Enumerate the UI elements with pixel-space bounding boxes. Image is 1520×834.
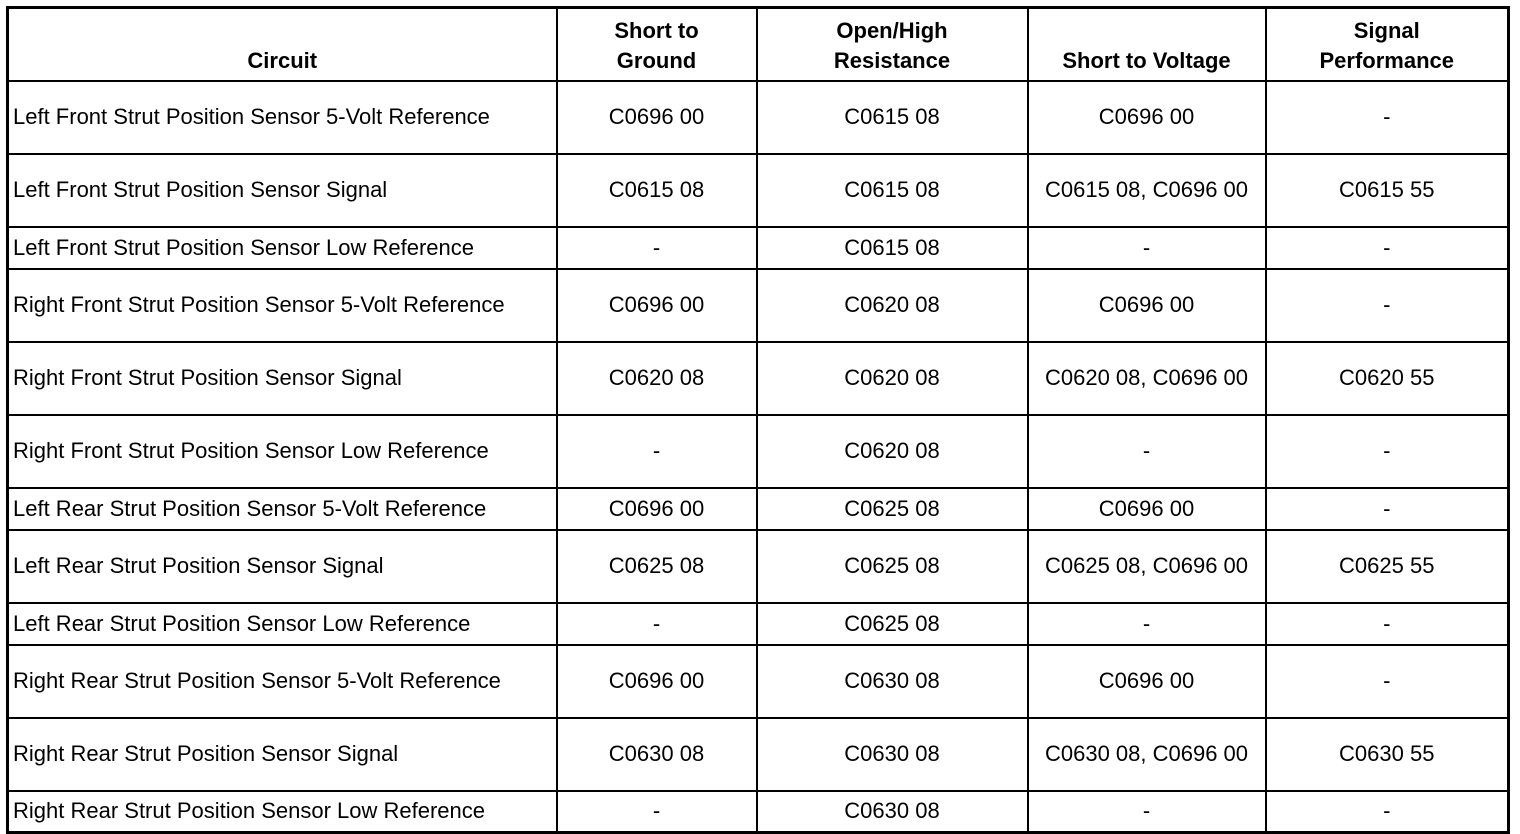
short-to-ground-cell: C0615 08 xyxy=(557,154,757,227)
open-high-resistance-cell: C0630 08 xyxy=(757,645,1028,718)
header-short-to-ground xyxy=(557,8,757,81)
table-row xyxy=(8,530,1509,603)
circuit-cell: Right Front Strut Position Sensor 5-Volt Reference xyxy=(8,269,557,342)
table-row xyxy=(8,791,1509,833)
short-to-voltage-cell: C0620 08, C0696 00 xyxy=(1028,342,1266,415)
short-to-voltage-cell: C0696 00 xyxy=(1028,645,1266,718)
short-to-ground-cell: C0696 00 xyxy=(557,488,757,530)
short-to-voltage-cell: - xyxy=(1028,603,1266,645)
short-to-ground-cell: C0630 08 xyxy=(557,718,757,791)
signal-performance-cell: - xyxy=(1266,791,1509,833)
circuit-cell: Right Front Strut Position Sensor Signal xyxy=(8,342,557,415)
short-to-voltage-cell: - xyxy=(1028,227,1266,269)
short-to-ground-cell: - xyxy=(557,415,757,488)
open-high-resistance-cell: C0630 08 xyxy=(757,791,1028,833)
signal-performance-cell: - xyxy=(1266,81,1509,154)
signal-performance-cell: C0625 55 xyxy=(1266,530,1509,603)
open-high-resistance-cell: C0620 08 xyxy=(757,269,1028,342)
open-high-resistance-cell: C0625 08 xyxy=(757,530,1028,603)
signal-performance-cell: - xyxy=(1266,488,1509,530)
header-short-to-ground-line2: Ground xyxy=(616,47,697,73)
signal-performance-cell: - xyxy=(1266,603,1509,645)
signal-performance-cell: C0630 55 xyxy=(1266,718,1509,791)
table-row xyxy=(8,81,1509,154)
open-high-resistance-cell: C0630 08 xyxy=(757,718,1028,791)
short-to-ground-cell: C0696 00 xyxy=(557,81,757,154)
header-open-high-resistance-line1: Open/High xyxy=(836,17,948,43)
short-to-ground-cell: C0620 08 xyxy=(557,342,757,415)
dtc-table xyxy=(6,6,1510,834)
table-row xyxy=(8,645,1509,718)
table-row xyxy=(8,227,1509,269)
signal-performance-cell: - xyxy=(1266,415,1509,488)
circuit-cell: Left Front Strut Position Sensor Signal xyxy=(8,154,557,227)
header-short-to-voltage xyxy=(1028,8,1266,81)
open-high-resistance-cell: C0625 08 xyxy=(757,488,1028,530)
open-high-resistance-cell: C0620 08 xyxy=(757,415,1028,488)
short-to-ground-cell: C0625 08 xyxy=(557,530,757,603)
table-row xyxy=(8,342,1509,415)
table-row xyxy=(8,488,1509,530)
table-row xyxy=(8,269,1509,342)
header-open-high-resistance-line2: Resistance xyxy=(833,47,951,73)
header-open-high-resistance xyxy=(757,8,1028,81)
short-to-ground-cell: - xyxy=(557,603,757,645)
signal-performance-cell: C0615 55 xyxy=(1266,154,1509,227)
short-to-ground-cell: - xyxy=(557,227,757,269)
header-short-to-voltage-text: Short to Voltage xyxy=(1062,47,1231,73)
short-to-ground-cell: - xyxy=(557,791,757,833)
circuit-cell: Right Rear Strut Position Sensor Low Reference xyxy=(8,791,557,833)
short-to-voltage-cell: C0696 00 xyxy=(1028,269,1266,342)
header-row xyxy=(8,8,1509,81)
short-to-ground-cell: C0696 00 xyxy=(557,269,757,342)
open-high-resistance-cell: C0625 08 xyxy=(757,603,1028,645)
open-high-resistance-cell: C0615 08 xyxy=(757,227,1028,269)
short-to-voltage-cell: C0696 00 xyxy=(1028,81,1266,154)
open-high-resistance-cell: C0620 08 xyxy=(757,342,1028,415)
table-row xyxy=(8,154,1509,227)
table-row xyxy=(8,718,1509,791)
header-short-to-ground-line1: Short to xyxy=(614,17,699,43)
signal-performance-cell: - xyxy=(1266,645,1509,718)
signal-performance-cell: - xyxy=(1266,227,1509,269)
open-high-resistance-cell: C0615 08 xyxy=(757,154,1028,227)
circuit-cell: Left Front Strut Position Sensor Low Reference xyxy=(8,227,557,269)
signal-performance-cell: C0620 55 xyxy=(1266,342,1509,415)
table-row xyxy=(8,415,1509,488)
circuit-cell: Right Front Strut Position Sensor Low Reference xyxy=(8,415,557,488)
open-high-resistance-cell: C0615 08 xyxy=(757,81,1028,154)
header-signal-performance xyxy=(1266,8,1509,81)
short-to-voltage-cell: C0615 08, C0696 00 xyxy=(1028,154,1266,227)
circuit-cell: Right Rear Strut Position Sensor 5-Volt Reference xyxy=(8,645,557,718)
circuit-cell: Right Rear Strut Position Sensor Signal xyxy=(8,718,557,791)
signal-performance-cell: - xyxy=(1266,269,1509,342)
short-to-voltage-cell: C0630 08, C0696 00 xyxy=(1028,718,1266,791)
circuit-cell: Left Rear Strut Position Sensor Signal xyxy=(8,530,557,603)
circuit-cell: Left Rear Strut Position Sensor 5-Volt Reference xyxy=(8,488,557,530)
header-circuit-text: Circuit xyxy=(247,47,318,73)
short-to-voltage-cell: C0625 08, C0696 00 xyxy=(1028,530,1266,603)
header-circuit xyxy=(8,8,557,81)
circuit-cell: Left Rear Strut Position Sensor Low Reference xyxy=(8,603,557,645)
short-to-voltage-cell: - xyxy=(1028,791,1266,833)
table-row xyxy=(8,603,1509,645)
header-signal-performance-line1: Signal xyxy=(1353,17,1420,43)
short-to-ground-cell: C0696 00 xyxy=(557,645,757,718)
circuit-cell: Left Front Strut Position Sensor 5-Volt Reference xyxy=(8,81,557,154)
short-to-voltage-cell: - xyxy=(1028,415,1266,488)
short-to-voltage-cell: C0696 00 xyxy=(1028,488,1266,530)
header-signal-performance-line2: Performance xyxy=(1319,47,1454,73)
